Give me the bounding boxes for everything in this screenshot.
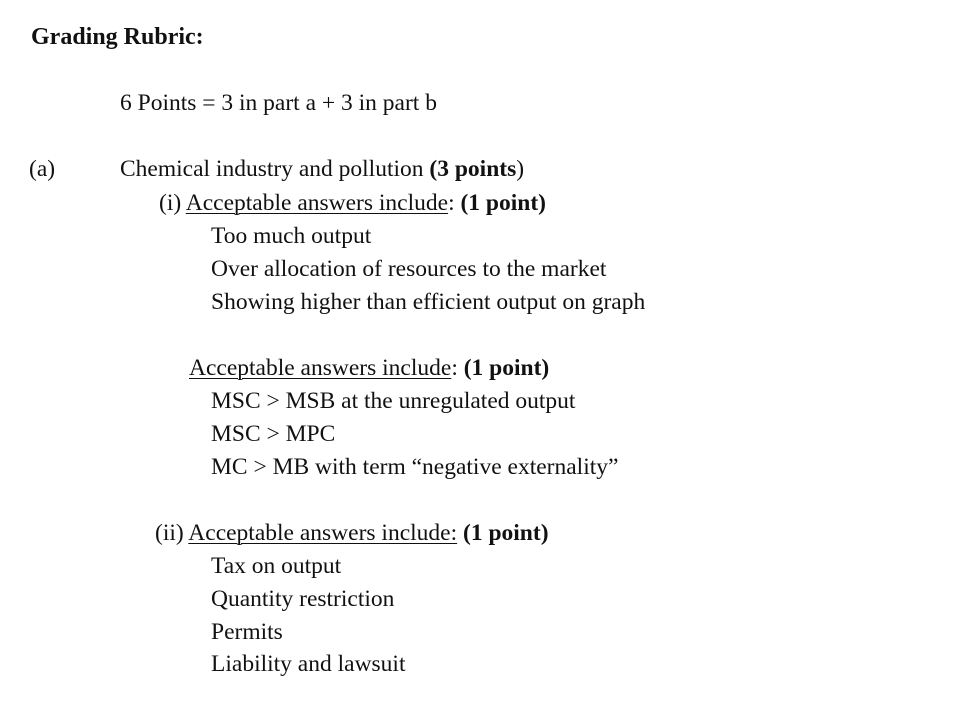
- part-a-close-paren: ): [516, 156, 525, 182]
- list-item: Tax on output: [211, 553, 342, 579]
- list-item: Liability and lawsuit: [211, 651, 406, 677]
- sub-ii-points: (1 point): [463, 520, 549, 546]
- points-summary: 6 Points = 3 in part a + 3 in part b: [120, 90, 437, 116]
- sub-i-header: Acceptable answers include: [185, 190, 449, 216]
- list-item: MSC > MPC: [211, 421, 336, 447]
- list-item: Over allocation of resources to the market: [211, 256, 607, 282]
- sub-i-b-header-line: [189, 354, 549, 382]
- sub-ii-label: (ii): [155, 520, 189, 546]
- list-item: MSC > MSB at the unregulated output: [211, 388, 576, 414]
- list-item: MC > MB with term “negative externality”: [211, 454, 619, 480]
- sub-i-header-line: [159, 189, 546, 217]
- sub-i-b-points: (1 point): [463, 355, 550, 381]
- list-item: Showing higher than efficient output on graph: [211, 289, 646, 315]
- sub-i-label: (i): [159, 190, 186, 216]
- part-a-title: [120, 155, 524, 183]
- list-item: Quantity restriction: [211, 586, 395, 612]
- sub-i-colon: :: [448, 190, 461, 216]
- sub-i-points: (1 point): [460, 190, 547, 216]
- part-a-points: (3 points: [429, 156, 517, 182]
- sub-i-b-colon: :: [451, 355, 464, 381]
- part-a-title-text: Chemical industry and pollution: [120, 156, 430, 182]
- list-item: Permits: [211, 619, 283, 645]
- part-a-label: (a): [29, 156, 56, 182]
- list-item: Too much output: [211, 223, 372, 249]
- sub-ii-header: Acceptable answers include:: [188, 520, 458, 546]
- sub-ii-header-line: [155, 519, 549, 547]
- sub-i-b-header: Acceptable answers include: [189, 355, 452, 381]
- rubric-heading: Grading Rubric:: [31, 24, 204, 50]
